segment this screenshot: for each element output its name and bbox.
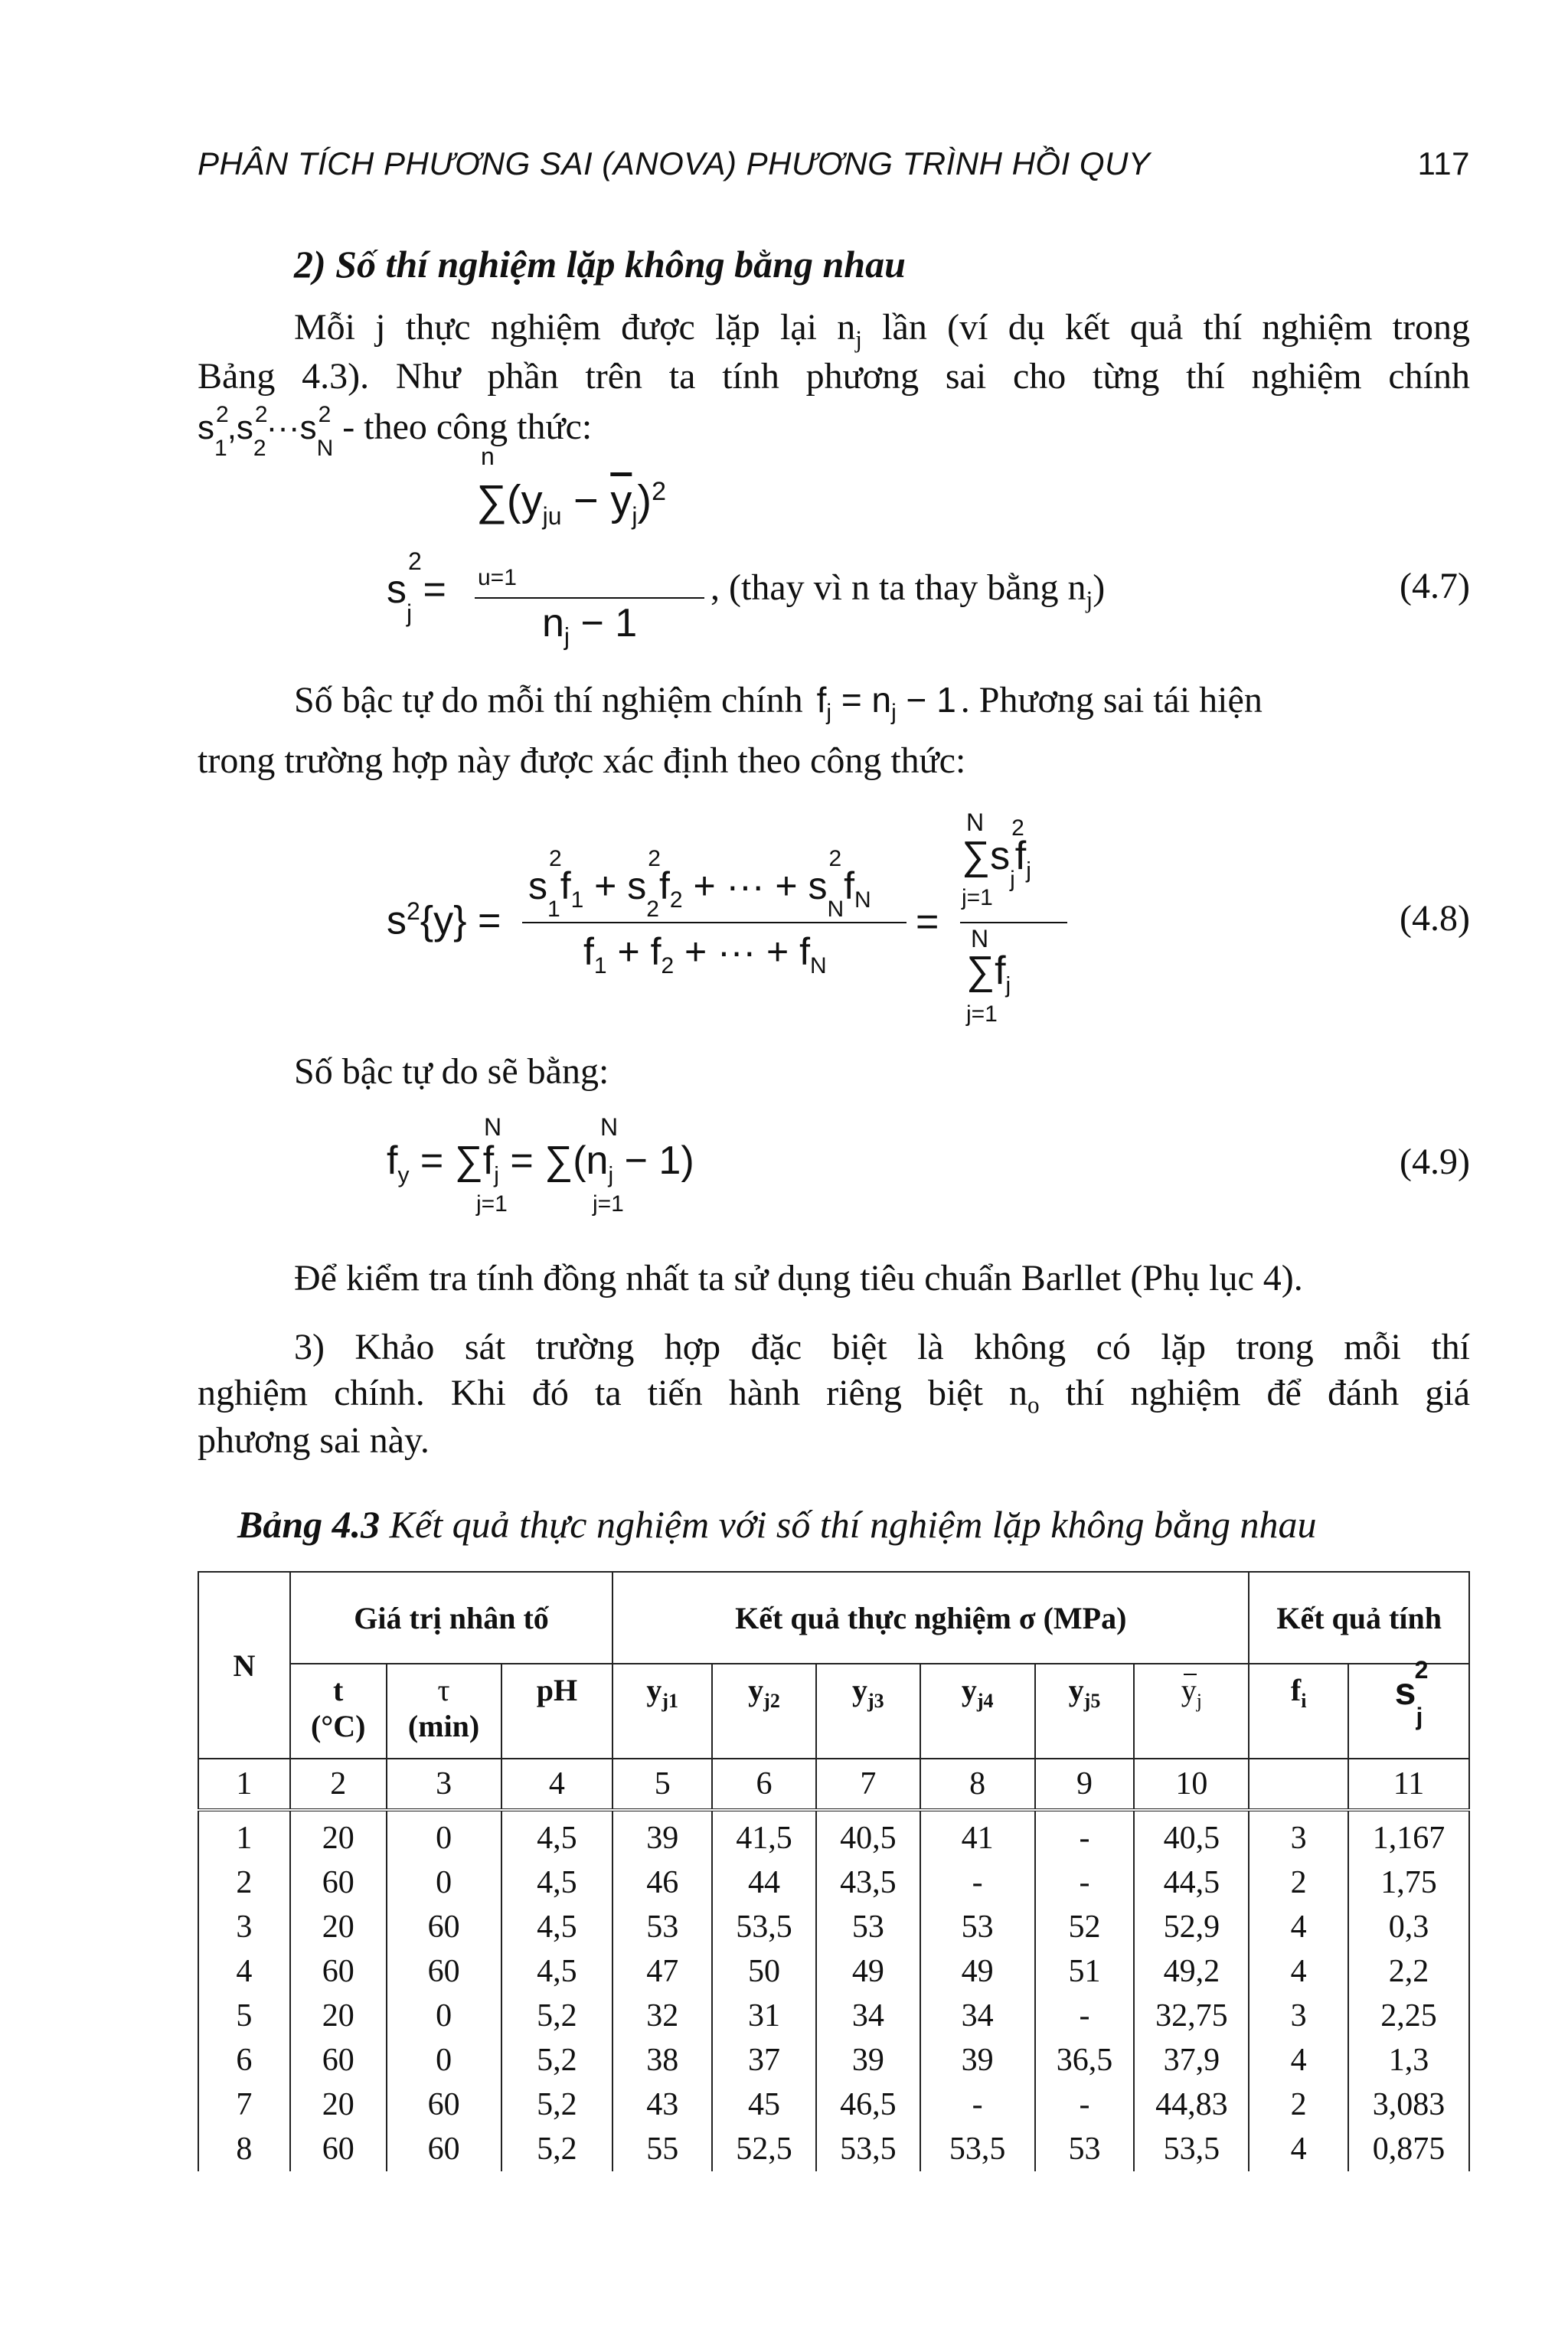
table-cell: 38 [612, 2038, 712, 2082]
table-cell: 4 [1249, 2127, 1348, 2171]
header-yj1-sub: j1 [662, 1690, 679, 1712]
table-cell: 60 [290, 1949, 387, 1994]
header-fi [1249, 1664, 1348, 1759]
table-cell: 0 [387, 2038, 501, 2082]
table-cell: 60 [387, 2082, 501, 2127]
variance-list-formula: s 2 $_1$,s 2 $_2$···s 2 $_N$ [198, 402, 334, 461]
eq48-right-denominator: $\sum f_j$ [966, 949, 1011, 998]
table-cell: 2,25 [1348, 1994, 1469, 2038]
table-cell: 41,5 [712, 1810, 816, 1860]
para5-line1: 3) Khảo sát trường hợp đặc biệt là không có lặp trong mỗi thí [294, 1327, 1470, 1367]
header-yj5 [1035, 1664, 1135, 1759]
eq49-number: (4.9) [1400, 1142, 1470, 1182]
table-body [198, 1810, 1469, 2171]
column-number-cell: 6 [712, 1759, 816, 1810]
eq47-note-sub: j [1086, 586, 1093, 613]
header-yj1 [612, 1664, 712, 1759]
table-cell: 1,3 [1348, 2038, 1469, 2082]
table-cell: 4 [198, 1949, 290, 1994]
header-tau-symbol: τ [437, 1673, 450, 1707]
table-cell: 2,2 [1348, 1949, 1469, 1994]
para1-line3 [198, 404, 592, 462]
header-ybar [1134, 1664, 1249, 1759]
eq47-fraction-bar [475, 597, 704, 599]
table-cell: 37,9 [1134, 2038, 1249, 2082]
table-cell: 43 [612, 2082, 712, 2127]
header-tau [387, 1664, 501, 1759]
header-yj3-sub: j3 [867, 1690, 884, 1712]
section-heading: 2) Số thí nghiệm lặp không bằng nhau [294, 243, 906, 286]
table-row [198, 1905, 1469, 1949]
table-cell: 0 [387, 1810, 501, 1860]
eq48-num-sum-upper: N [966, 808, 985, 836]
table-cell: 55 [612, 2127, 712, 2171]
eq47-note-end: ) [1093, 567, 1106, 608]
column-number-cell: 8 [920, 1759, 1035, 1810]
eq48-lhs: $s^2\{y\}$ = [387, 897, 501, 943]
table-cell: 36,5 [1035, 2038, 1135, 2082]
table-cell: - [1035, 2082, 1135, 2127]
table-row [198, 1810, 1469, 1860]
running-header [198, 145, 1470, 191]
header-yj2 [712, 1664, 816, 1759]
para4: Để kiểm tra tính đồng nhất ta sử dụng tiêu chuẩn Barllet (Phụ lục 4). [294, 1258, 1303, 1298]
table-cell: 53,5 [1134, 2127, 1249, 2171]
para1-line3-end: - theo công thức: [333, 407, 593, 447]
table-cell: 0 [387, 1860, 501, 1905]
table-cell: 46 [612, 1860, 712, 1905]
header-n: N [198, 1572, 290, 1759]
eq48-right-fraction-bar [960, 922, 1067, 923]
column-number-cell: 2 [290, 1759, 387, 1810]
table-caption-label: Bảng 4.3 [237, 1503, 381, 1546]
table-cell: 41 [920, 1810, 1035, 1860]
table-cell: 1,75 [1348, 1860, 1469, 1905]
eq49-sum2-lower: j=1 [593, 1191, 624, 1217]
eq48-mid-numerator: s 2 $_1f_1 + s$ 2 $_2f_2$ + ··· + s 2 $_Nf_N$ [528, 846, 871, 922]
para2-line1-start: Số bậc tự do mỗi thí nghiệm chính [294, 680, 803, 720]
table-cell: 44,5 [1134, 1860, 1249, 1905]
table-cell: 51 [1035, 1949, 1135, 1994]
table-cell: 47 [612, 1949, 712, 1994]
table-row [198, 1949, 1469, 1994]
para1-line1-end: lần (ví dụ kết quả thí nghiệm trong [861, 307, 1471, 348]
table-cell: 44,83 [1134, 2082, 1249, 2127]
eq49-sum2-upper: N [600, 1113, 619, 1141]
table-cell: 50 [712, 1949, 816, 1994]
table-cell: 37 [712, 2038, 816, 2082]
header-yj4-sym: y [961, 1673, 977, 1707]
table-cell: 53,5 [816, 2127, 920, 2171]
table-cell: 60 [290, 2038, 387, 2082]
para2-line1 [294, 677, 1470, 736]
column-number-cell [1249, 1759, 1348, 1810]
table-cell: 60 [387, 2127, 501, 2171]
header-sj2: s 2 $_j$ [1348, 1664, 1469, 1759]
table-cell: 34 [816, 1994, 920, 2038]
table-cell: 40,5 [816, 1810, 920, 1860]
table-cell: 2 [198, 1860, 290, 1905]
eq48-mid-fraction-bar [522, 922, 906, 923]
eq48-num-sum-lower: j=1 [962, 885, 993, 910]
table-cell: 5,2 [501, 2082, 613, 2127]
table-cell: 0 [387, 1994, 501, 2038]
eq48-den-sum-upper: N [971, 925, 989, 952]
table-cell: 44 [712, 1860, 816, 1905]
table-cell: 20 [290, 1994, 387, 2038]
table-cell: 39 [612, 1810, 712, 1860]
table-cell: 60 [387, 1949, 501, 1994]
table-cell: 34 [920, 1994, 1035, 2038]
eq47-note [710, 565, 1105, 623]
eq47-number: (4.7) [1400, 566, 1470, 606]
table-cell: 4 [1249, 1905, 1348, 1949]
header-ph: pH [501, 1664, 613, 1759]
column-number-cell: 5 [612, 1759, 712, 1810]
table-cell: 3 [1249, 1994, 1348, 2038]
eq47-sum-lower: u=1 [478, 565, 517, 590]
para3: Số bậc tự do sẽ bằng: [294, 1051, 609, 1092]
header-t-symbol: t [333, 1673, 344, 1707]
table-row [198, 1994, 1469, 2038]
eq48-equals: = [916, 900, 939, 944]
table-cell: 40,5 [1134, 1810, 1249, 1860]
column-number-cell: 4 [501, 1759, 613, 1810]
eq49-sum1-upper: N [484, 1113, 502, 1141]
para1-line1-text: Mỗi j thực nghiệm được lặp lại n [294, 307, 856, 348]
para1-line1-sub: j [855, 325, 862, 353]
table-cell: 39 [920, 2038, 1035, 2082]
table-cell: 60 [290, 2127, 387, 2171]
table-cell: 20 [290, 2082, 387, 2127]
dof-formula: $f_j = n_j - 1$ [816, 680, 956, 726]
column-number-cell: 3 [387, 1759, 501, 1810]
table-cell: 31 [712, 1994, 816, 2038]
header-yj5-sub: j5 [1083, 1690, 1101, 1712]
table-cell: 8 [198, 2127, 290, 2171]
header-title: PHÂN TÍCH PHƯƠNG SAI (ANOVA) PHƯƠNG TRÌNH HỒI QUY [198, 145, 1151, 181]
table-cell: 20 [290, 1905, 387, 1949]
table-cell: 4,5 [501, 1810, 613, 1860]
table-cell: 5,2 [501, 2127, 613, 2171]
column-number-cell: 7 [816, 1759, 920, 1810]
table-cell: 53,5 [920, 2127, 1035, 2171]
header-t [290, 1664, 387, 1759]
table-cell: 53 [612, 1905, 712, 1949]
header-yj3 [816, 1664, 920, 1759]
eq48-number: (4.8) [1400, 898, 1470, 939]
table-cell: 53 [816, 1905, 920, 1949]
eq47-lhs: s 2 $_j$ = [387, 547, 446, 628]
table-cell: 43,5 [816, 1860, 920, 1905]
table-cell: - [1035, 1994, 1135, 2038]
eq48-mid-denominator: $f_1 + f_2$ + ··· + $f_N$ [583, 930, 827, 978]
header-yj2-sub: j2 [763, 1690, 780, 1712]
para1-line2: Bảng 4.3). Như phần trên ta tính phương sai cho từng thí nghiệm chính [198, 356, 1470, 397]
table-cell: 2 [1249, 2082, 1348, 2127]
header-tau-unit: (min) [407, 1709, 480, 1743]
table-cell: 1,167 [1348, 1810, 1469, 1860]
header-yj1-sym: y [646, 1673, 662, 1707]
table-cell: 52 [1035, 1905, 1135, 1949]
table-cell: 52,5 [712, 2127, 816, 2171]
eq48-den-sum-lower: j=1 [966, 1001, 998, 1027]
column-number-cell: 9 [1035, 1759, 1135, 1810]
table-cell: 4 [1249, 1949, 1348, 1994]
table-cell: 3,083 [1348, 2082, 1469, 2127]
header-fi-sym: f [1290, 1673, 1302, 1707]
page-number: 117 [1417, 145, 1470, 181]
table-cell: - [1035, 1810, 1135, 1860]
table-cell: - [920, 1860, 1035, 1905]
column-number-row [198, 1759, 1469, 1810]
eq47-note-text: , (thay vì n ta thay bằng n [710, 567, 1086, 608]
para5-line3: phương sai này. [198, 1420, 430, 1461]
header-t-unit: (°C) [310, 1709, 366, 1743]
table-row [198, 2082, 1469, 2127]
table-cell: 53 [920, 1905, 1035, 1949]
table-cell: 20 [290, 1810, 387, 1860]
table-cell: - [1035, 1860, 1135, 1905]
table-cell: 3 [1249, 1810, 1348, 1860]
header-computed-results: Kết quả tính [1249, 1572, 1469, 1664]
table-cell: 60 [387, 1905, 501, 1949]
header-yj5-sym: y [1068, 1673, 1084, 1707]
header-yj3-sym: y [852, 1673, 867, 1707]
table-row [198, 2038, 1469, 2082]
header-yj4-sub: j4 [976, 1690, 994, 1712]
table-caption-text: Kết quả thực nghiệm với số thí nghiệm lặp không bằng nhau [380, 1503, 1317, 1546]
table-caption [237, 1502, 1316, 1547]
header-yj4 [920, 1664, 1035, 1759]
header-fi-sub: i [1301, 1690, 1307, 1712]
eq47-denominator: $n_j - 1$ [542, 601, 638, 651]
eq48-right-numerator: ∑s 2 $_jf_j$ [962, 815, 1031, 893]
para5-line2-end: thí nghiệm để đánh giá [1039, 1373, 1470, 1413]
table-cell: 6 [198, 2038, 290, 2082]
para2-line2: trong trường hợp này được xác định theo công thức: [198, 740, 966, 781]
table-cell: 3 [198, 1905, 290, 1949]
table-cell: 4,5 [501, 1860, 613, 1905]
results-table [198, 1571, 1470, 2171]
header-yj2-sym: y [748, 1673, 764, 1707]
table-cell: 53,5 [712, 1905, 816, 1949]
table-cell: 5,2 [501, 2038, 613, 2082]
table-cell: 45 [712, 2082, 816, 2127]
table-cell: 52,9 [1134, 1905, 1249, 1949]
table-cell: 5 [198, 1994, 290, 2038]
header-ybar-sub: j [1196, 1690, 1202, 1712]
header-experiment-results: Kết quả thực nghiệm σ (MPa) [612, 1572, 1249, 1664]
table-cell: 1 [198, 1810, 290, 1860]
column-number-cell: 10 [1134, 1759, 1249, 1810]
column-number-cell: 1 [198, 1759, 290, 1810]
eq47-numerator: $\sum(y_{ju} - \overline{y}_j)^2$ [476, 475, 666, 530]
table-cell: 49 [920, 1949, 1035, 1994]
table-cell: 39 [816, 2038, 920, 2082]
table-cell: 4,5 [501, 1905, 613, 1949]
para5-line2-text: nghiệm chính. Khi đó ta tiến hành riêng biệt n [198, 1373, 1028, 1413]
table-row [198, 2127, 1469, 2171]
table-cell: 49 [816, 1949, 920, 1994]
eq49-sum1-lower: j=1 [476, 1191, 508, 1217]
table-cell: 32 [612, 1994, 712, 2038]
table-cell: 60 [290, 1860, 387, 1905]
eq47-sum-upper: n [481, 443, 495, 470]
table-cell: 46,5 [816, 2082, 920, 2127]
table-cell: 4,5 [501, 1949, 613, 1994]
table-cell: 2 [1249, 1860, 1348, 1905]
table-cell: 32,75 [1134, 1994, 1249, 2038]
para2-line1-end: . Phương sai tái hiện [960, 680, 1263, 720]
eq49-body: $f_y = \sum f_j = \sum(n_j - 1)$ [387, 1138, 694, 1188]
table-cell: 7 [198, 2082, 290, 2127]
table-cell: 0,3 [1348, 1905, 1469, 1949]
table-cell: 4 [1249, 2038, 1348, 2082]
para5-line2-sub: o [1027, 1391, 1040, 1419]
table-cell: 0,875 [1348, 2127, 1469, 2171]
column-number-cell: 11 [1348, 1759, 1469, 1810]
table-cell: - [920, 2082, 1035, 2127]
table-cell: 49,2 [1134, 1949, 1249, 1994]
table-cell: 5,2 [501, 1994, 613, 2038]
header-ybar-sym: y [1181, 1673, 1197, 1707]
table-row [198, 1860, 1469, 1905]
header-factor-values: Giá trị nhân tố [290, 1572, 613, 1664]
table-cell: 53 [1035, 2127, 1135, 2171]
